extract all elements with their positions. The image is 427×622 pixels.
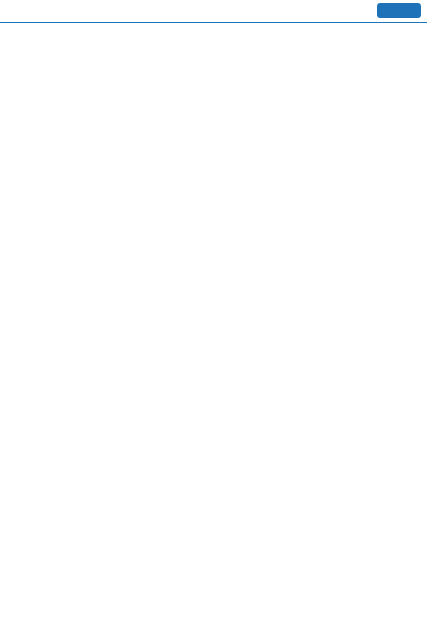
page-header	[0, 0, 427, 23]
column-badge	[377, 3, 421, 18]
page-footer	[0, 600, 427, 622]
right-column	[222, 30, 414, 590]
left-column	[12, 30, 204, 590]
